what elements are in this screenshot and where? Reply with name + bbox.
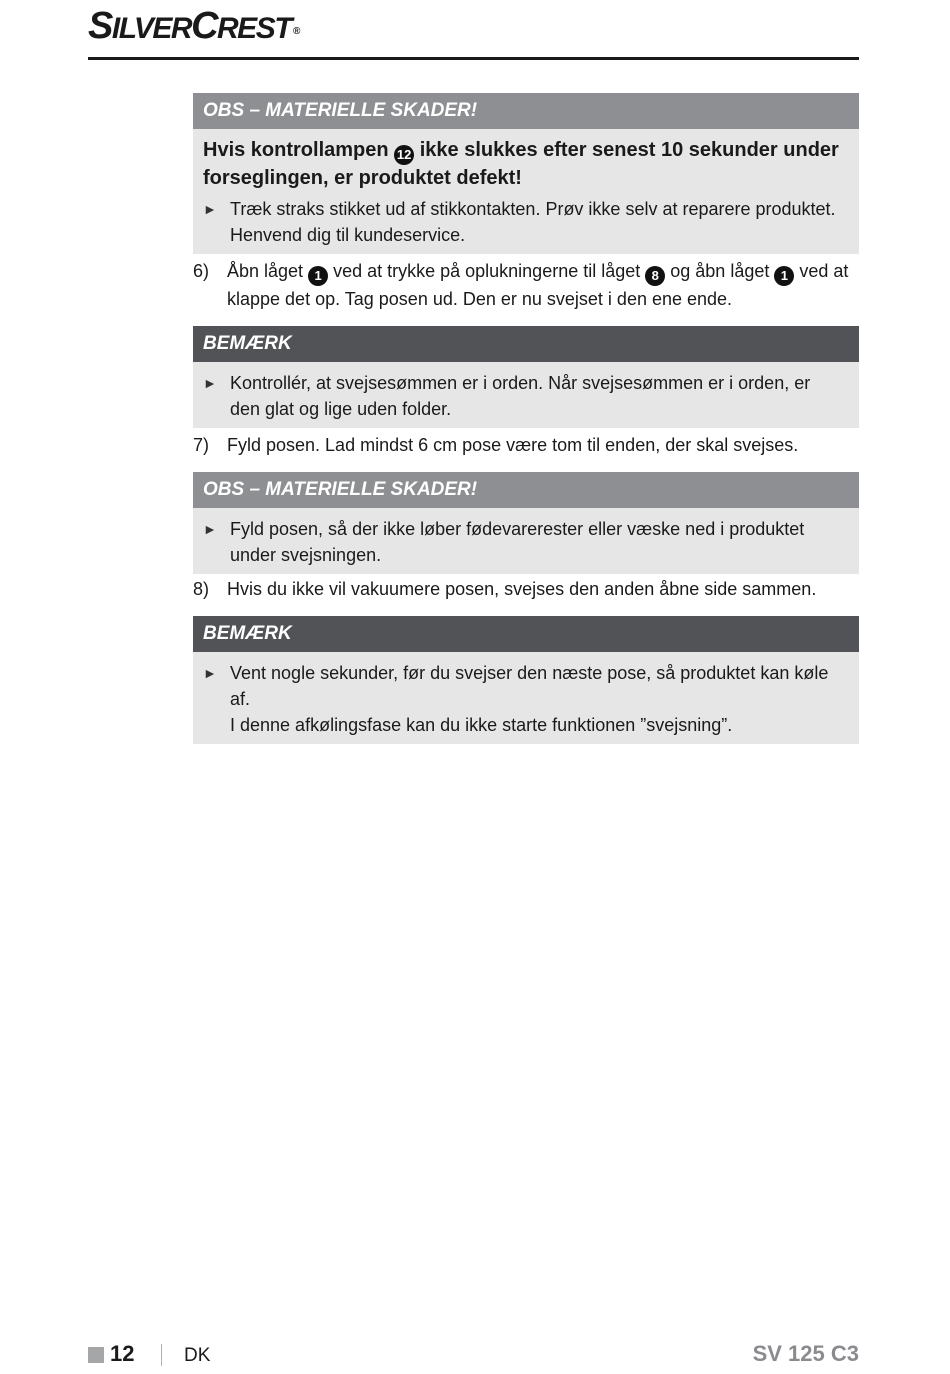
bullet-item (203, 660, 845, 738)
warning-box-title: OBS – MATERIELLE SKADER! (193, 472, 859, 508)
step-text: Fyld posen. Lad mindst 6 cm pose være tom til enden, der skal svejses. (227, 435, 799, 455)
bullet-line: Fyld posen, så der ikke løber fødevarerester eller væske ned i produktet (230, 519, 805, 539)
note-box-2 (193, 616, 859, 744)
language-code: DK (184, 1345, 211, 1366)
step-number: 7) (193, 435, 210, 455)
logo-letters-rest: REST (217, 12, 292, 45)
ref-number-badge: 8 (645, 266, 665, 286)
step-text: Åbn låget (227, 261, 309, 281)
step-text: og åbn låget (665, 261, 775, 281)
bullet-line: under svejsningen. (230, 545, 382, 565)
brand-logo (88, 4, 299, 51)
ref-number-badge: 1 (308, 266, 328, 286)
step-6 (193, 258, 859, 312)
bullet-item (203, 196, 845, 248)
registered-mark: ® (293, 26, 299, 37)
ref-number-badge: 12 (394, 145, 414, 165)
bullet-arrow-icon: ► (203, 521, 217, 537)
step-number: 8) (193, 579, 210, 599)
bullet-item (203, 370, 845, 422)
logo-letter-c: C (191, 5, 218, 47)
step-text: ved at klappe det op. Tag posen ud. Den er nu svejset i den ene ende. (227, 261, 849, 309)
step-text: ved at trykke på oplukningerne til låget (328, 261, 646, 281)
bullet-arrow-icon: ► (203, 665, 217, 681)
warning-lead (203, 137, 845, 191)
footer-separator (161, 1344, 162, 1366)
bullet-line: den glat og lige uden folder. (230, 399, 452, 419)
bullet-line: af. (230, 689, 251, 709)
step-7 (193, 432, 859, 458)
step-number: 6) (193, 261, 210, 281)
bullet-line: Henvend dig til kundeservice. (230, 225, 466, 245)
page-number: 12 (110, 1341, 135, 1366)
bullet-line: Kontrollér, at svejsesømmen er i orden. Når svejsesømmen er i orden, er (230, 373, 811, 393)
note-box-1 (193, 326, 859, 428)
bullet-line: I denne afkølingsfase kan du ikke starte funktionen ”svejsning”. (230, 715, 733, 735)
warning-box-title: OBS – MATERIELLE SKADER! (193, 93, 859, 129)
warning-box-1 (193, 93, 859, 254)
ref-number-badge: 1 (774, 266, 794, 286)
logo-letter-s: S (88, 5, 112, 47)
note-box-title: BEMÆRK (193, 616, 859, 652)
warning-box-body (193, 129, 859, 254)
warning-box-2 (193, 472, 859, 574)
note-box-body (193, 652, 859, 744)
bullet-line: Træk straks stikket ud af stikkontakten. Prøv ikke selv at reparere produktet. (230, 199, 836, 219)
header-rule (88, 57, 859, 60)
warning-lead-text-a: Hvis kontrollampen (203, 139, 395, 161)
bullet-arrow-icon: ► (203, 375, 217, 391)
step-text: Hvis du ikke vil vakuumere posen, svejses den anden åbne side sammen. (227, 579, 817, 599)
note-box-body (193, 362, 859, 428)
bullet-arrow-icon: ► (203, 201, 217, 217)
bullet-line: Vent nogle sekunder, før du svejser den næste pose, så produktet kan køle (230, 663, 829, 683)
warning-box-body (193, 508, 859, 574)
bullet-item (203, 516, 845, 568)
note-box-title: BEMÆRK (193, 326, 859, 362)
main-content (193, 93, 859, 744)
footer-square-marker (88, 1347, 104, 1363)
logo-letters-ilver: ILVER (111, 12, 192, 45)
step-8 (193, 576, 859, 602)
warning-lead-text-b: ikke slukkes efter senest 10 sekunder under forseglingen, er produktet defekt! (203, 139, 839, 189)
model-number: SV 125 C3 (752, 1341, 859, 1366)
